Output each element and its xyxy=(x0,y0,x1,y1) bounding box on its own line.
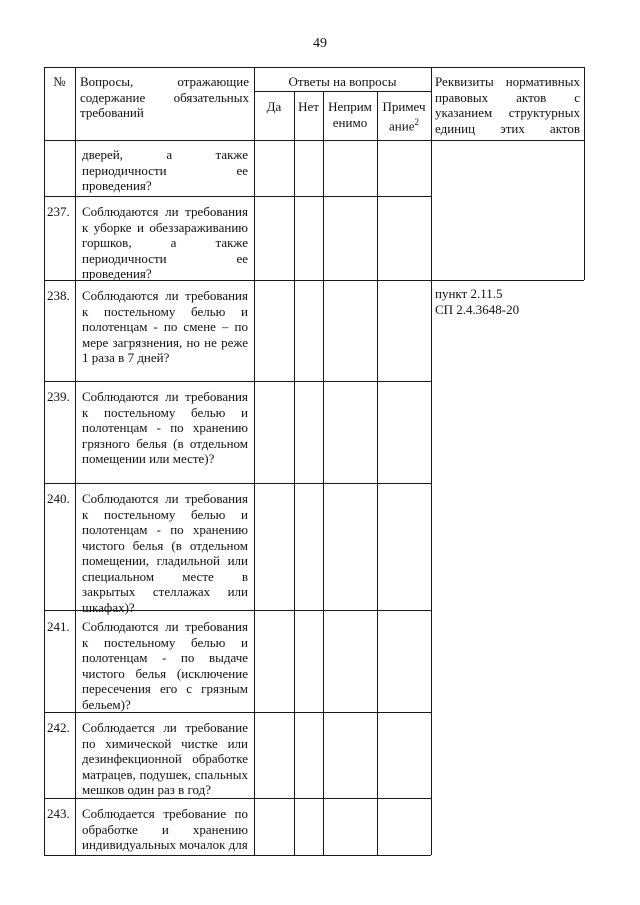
na-column-divider xyxy=(377,91,378,855)
row-number: 238. xyxy=(47,288,70,303)
table-right-border xyxy=(584,67,585,280)
row-question: дверей, а также периодичности ее проведения? xyxy=(82,147,248,193)
row-question: Соблюдаются ли требования к постельному белью и полотенцам - по хранению чистого белья (в отдельном помещении, гладильной или специальном месте в закрытых стеллажах или шкафах)? xyxy=(82,491,248,615)
row-question: Соблюдается требование по обработке и хранению индивидуальных мочалок для xyxy=(82,806,248,852)
header-answers: Ответы на вопросы xyxy=(288,74,397,89)
table-bottom-border xyxy=(44,855,431,856)
header-yes: Да xyxy=(266,99,282,114)
page-number: 49 xyxy=(313,36,327,51)
header-note-line2: ание xyxy=(389,117,415,133)
row-requisites xyxy=(435,286,580,317)
questions-column-divider xyxy=(254,67,255,855)
table-top-border xyxy=(44,67,584,68)
row-question: Соблюдаются ли требования к постельному белью и полотенцам - по выдаче чистого белья (исключение пересечения его с грязным бельем)? xyxy=(82,619,248,712)
header-bottom-border xyxy=(44,140,584,141)
row-divider xyxy=(44,381,431,382)
header-num: № xyxy=(53,74,66,89)
answers-right-border xyxy=(431,67,432,855)
row-divider xyxy=(44,712,431,713)
table-left-border xyxy=(44,67,45,855)
header-note xyxy=(377,99,431,133)
row-question: Соблюдаются ли требования к постельному белью и полотенцам - по хранению грязного белья (в отдельном помещении или месте)? xyxy=(82,389,248,466)
no-column-divider xyxy=(323,91,324,855)
row-number: 240. xyxy=(47,491,70,506)
row-number: 239. xyxy=(47,389,70,404)
header-note-line1: Примеч xyxy=(382,99,426,114)
row-divider xyxy=(44,483,431,484)
header-na-line2: енимо xyxy=(332,114,368,130)
row-divider xyxy=(44,196,431,197)
row-number: 237. xyxy=(47,204,70,219)
yes-column-divider xyxy=(294,91,295,855)
row-number: 242. xyxy=(47,720,70,735)
header-note-sup: 2 xyxy=(414,116,419,127)
row-question: Соблюдаются ли требования к постельному белью и полотенцам - по смене – по мере загрязнения, но не реже 1 раза в 7 дней? xyxy=(82,288,248,365)
header-not-applicable xyxy=(323,99,377,130)
row-divider xyxy=(44,798,431,799)
num-column-divider xyxy=(75,67,76,855)
requisites-line1: пункт 2.11.5 xyxy=(435,286,503,301)
row-question: Соблюдается ли требование по химической чистке или дезинфекционной обработке матрацев, подушек, спальных мешков один раз в год? xyxy=(82,720,248,797)
header-requisites: Реквизиты нормативных правовых актов с указанием структурных единиц этих актов xyxy=(435,74,580,136)
row-number: 243. xyxy=(47,806,70,821)
requisites-line2: СП 2.4.3648-20 xyxy=(435,301,520,317)
header-na-line1: Неприм xyxy=(328,99,372,114)
header-no: Нет xyxy=(298,99,319,114)
row-question: Соблюдаются ли требования к уборке и обеззараживанию горшков, а также периодичности ее проведения? xyxy=(82,204,248,281)
answers-subheader-line xyxy=(254,91,431,92)
header-questions: Вопросы, отражающие содержание обязательных требований xyxy=(80,74,249,120)
row-number: 241. xyxy=(47,619,70,634)
